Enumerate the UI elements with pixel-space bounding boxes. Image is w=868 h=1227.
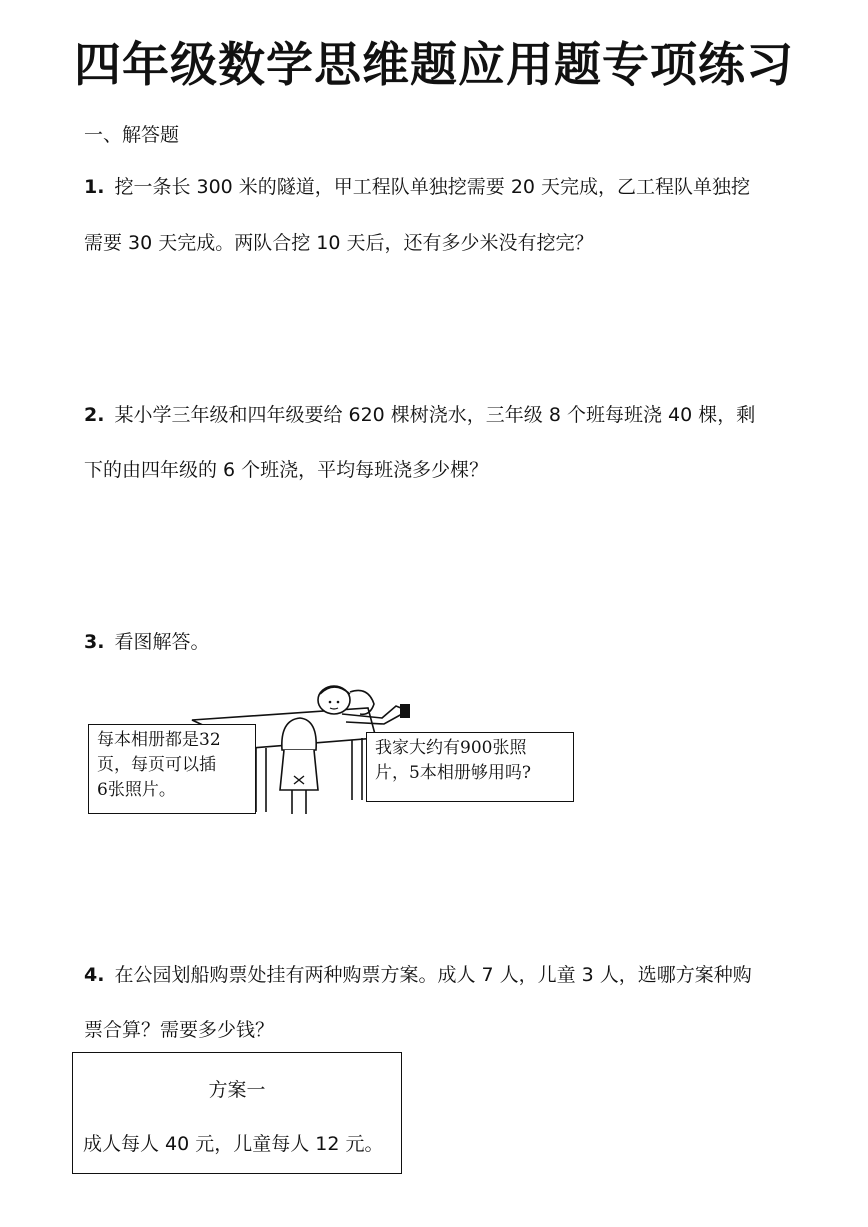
question-text: 挖一条长 300 米的隧道，甲工程队单独挖需要 20 天完成，乙工程队单独挖	[114, 176, 751, 198]
speech-line: 每本相册都是32	[97, 730, 221, 750]
question-3	[84, 627, 209, 654]
speech-line: 页，每页可以插	[97, 755, 216, 775]
speech-line: 片，5本相册够用吗?	[375, 763, 531, 783]
question-1-line-2: 需要 30 天完成。两队合挖 10 天后，还有多少米没有挖完？	[84, 232, 594, 254]
plan-title: 方案一	[208, 1079, 266, 1101]
question-number: 3.	[84, 631, 105, 653]
plan-box	[72, 1052, 402, 1174]
speech-bubble-left	[88, 724, 256, 814]
question-number: 1.	[84, 176, 105, 198]
question-text: 在公园划船购票处挂有两种购票方案。成人 7 人，儿童 3 人，选哪方案种购	[114, 964, 752, 986]
speech-bubble-right	[366, 732, 574, 802]
question-1	[84, 172, 750, 199]
speech-line: 我家大约有900张照	[375, 738, 527, 758]
question-text: 看图解答。	[114, 631, 210, 653]
speech-line: 6张照片。	[97, 780, 176, 800]
question-4	[84, 960, 752, 987]
question-2-line-2: 下的由四年级的 6 个班浇，平均每班浇多少棵？	[84, 459, 489, 481]
illustration	[84, 664, 604, 824]
question-number: 2.	[84, 404, 105, 426]
question-4-line-2: 票合算？需要多少钱？	[84, 1019, 275, 1041]
question-number: 4.	[84, 964, 105, 986]
plan-text: 成人每人 40 元，儿童每人 12 元。	[83, 1133, 384, 1155]
section-heading: 一、解答题	[84, 124, 180, 146]
question-2	[84, 400, 755, 427]
question-text: 某小学三年级和四年级要给 620 棵树浇水，三年级 8 个班每班浇 40 棵，剩	[114, 404, 756, 426]
page-title: 四年级数学思维题应用题专项练习	[74, 38, 794, 93]
